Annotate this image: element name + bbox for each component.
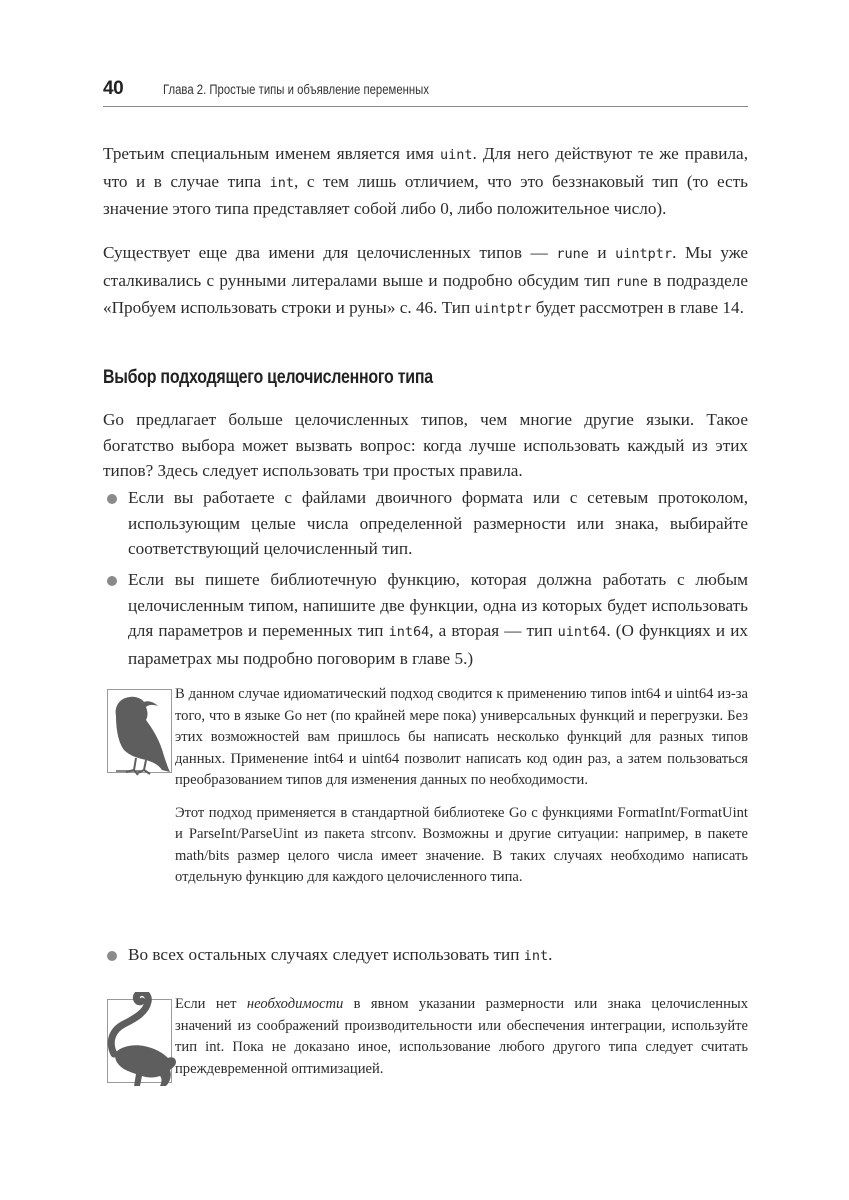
text-span: , с тем лишь отличием, что это беззнаковый тип (то есть значение этого типа представляет собой либо 0, либо положительное число). xyxy=(103,171,748,218)
tip-text xyxy=(175,994,748,1080)
text-span: в явном указании размерности или знака целочисленных значений из соображений производительности или обеспечения интеграции, используйте тип int. Пока не доказано иное, использование любого другого типа следует считать преждевременной оптимизацией. xyxy=(175,996,748,1077)
list-item xyxy=(103,942,748,970)
text-span: и xyxy=(588,243,616,262)
code-int: int xyxy=(269,174,295,191)
lemur-icon xyxy=(102,992,177,1092)
paragraph-rune-uintptr xyxy=(103,240,748,323)
code-int64: int64 xyxy=(388,624,430,640)
code-int: int xyxy=(523,948,549,964)
paragraph-uint xyxy=(103,141,748,222)
tip-box xyxy=(103,994,748,1091)
code-uintptr: uintptr xyxy=(474,301,532,317)
text-span: . xyxy=(548,945,553,964)
list-item xyxy=(103,485,748,562)
text-span: . Для него действуют те же правила, что и в случае типа xyxy=(103,144,748,191)
list-item-text xyxy=(128,942,748,970)
page-header xyxy=(103,78,748,107)
text-span: . (О функциях и их параметрах мы подробно поговорим в главе 5.) xyxy=(128,621,748,668)
list-item-text: Если вы работаете с файлами двоичного формата или с сетевым протоколом, использующим целые числа определенной размерности или знака, выбирайте соответствующий целочисленный тип. xyxy=(128,488,748,558)
section-intro: Go предлагает больше целочисленных типов, чем многие другие языки. Такое богатство выбора может вызвать вопрос: когда лучше использовать каждый из этих типов? Здесь следует использовать три простых правила. xyxy=(103,410,748,480)
list-item xyxy=(103,567,748,671)
text-span: . Мы уже сталкивались с рунными литералами выше и подробно обсудим тип xyxy=(103,243,748,290)
list-item-text xyxy=(128,567,748,671)
note-paragraph: В данном случае идиоматический подход сводится к применению типов int64 и uint64 из-за того, что в языке Go нет (по крайней мере пока) универсальных функций и перегрузки. Без этих возможностей вам пришлось бы написать несколько функций для разных типов данных. Применение int64 и uint64 позволит написать код один раз, а затем пользоваться преобразованием типов для изменения данных по необходимости. xyxy=(175,686,748,788)
tip-paragraph xyxy=(175,994,748,1080)
text-span: в подразделе «Пробуем использовать строки и руны» с. 46. Тип xyxy=(103,270,749,317)
text-span: Во всех остальных случаях следует использовать тип xyxy=(128,945,524,964)
note-box xyxy=(103,684,748,900)
code-uint64: uint64 xyxy=(557,624,607,640)
crow-icon xyxy=(102,682,177,777)
bullet-icon xyxy=(107,576,117,586)
text-span: Если нет xyxy=(175,996,247,1012)
text-span: , а вторая — тип xyxy=(429,621,558,640)
note-text xyxy=(175,684,748,889)
code-uintptr: uintptr xyxy=(615,246,673,262)
text-span: Если вы пишете библиотечную функцию, которая должна работать с любым целочисленным типом, напишите две функции, одна из которых будет использовать для параметров и переменных тип xyxy=(128,570,748,640)
emphasis: необходимости xyxy=(246,996,344,1012)
code-rune: rune xyxy=(556,246,589,262)
page-number: 40 xyxy=(103,78,124,99)
code-rune: rune xyxy=(615,273,648,290)
note-icon-frame xyxy=(107,689,172,773)
code-uint: uint xyxy=(439,147,473,163)
bullet-icon xyxy=(107,494,117,504)
note-paragraph: Этот подход применяется в стандартной библиотеке Go с функциями FormatInt/FormatUint и ParseInt/ParseUint из пакета strconv. Возможны и другие ситуации: например, в пакете math/bits размер целого числа имеет значение. В таких случаях необходимо написать отдельную функцию для каждого целочисленного типа. xyxy=(175,804,748,885)
text-span: Существует еще два имени для целочисленных типов — xyxy=(103,243,557,262)
tip-icon-frame xyxy=(107,999,172,1083)
text-span: будет рассмотрен в главе 14. xyxy=(531,298,744,317)
bullet-icon xyxy=(107,951,117,961)
text-span: Третьим специальным именем является имя xyxy=(103,144,440,163)
running-head: Глава 2. Простые типы и объявление переменных xyxy=(163,82,429,97)
section-heading: Выбор подходящего целочисленного типа xyxy=(103,367,433,388)
